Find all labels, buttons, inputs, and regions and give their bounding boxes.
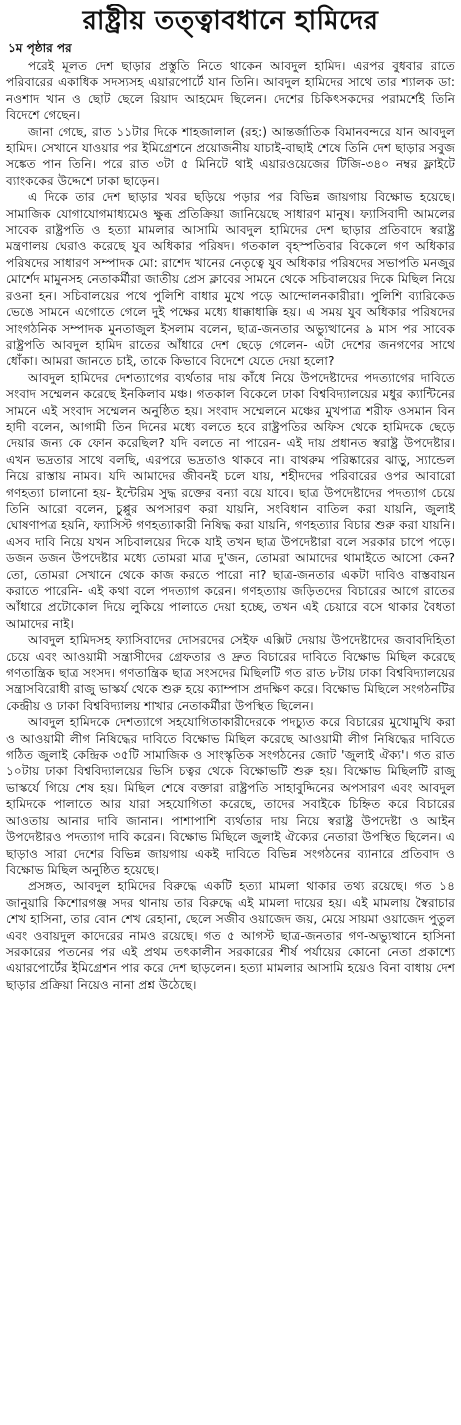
paragraph: আবদুল হামিদকে দেশত্যাগে সহযোগিতাকারীদেরকে পদচ্যুত করে বিচারের মুখোমুখি করা ও আওয়ামী লীগ নিষিদ্ধের দাবিতে বিক্ষোভ মিছিল করেছে আওয়ামী লীগ নিষিদ্ধের দাবিতে গঠিত জুলাই কেন্দ্রিক ৩৫টি সামাজিক ও সাংস্কৃতিক সংগঠনের জোট 'জুলাই ঐক্য'। গত রাত ১০টায় ঢাকা বিশ্ববিদ্যালয়ের ভিসি চত্বর থেকে বিক্ষোভটি শুরু হয়। বিক্ষোভ মিছিলটি রাজু ভাস্কর্যে গিয়ে শেষ হয়। মিছিল শেষে বক্তারা রাষ্ট্রপতি সাহাবুদ্দিনের অপসারণ এবং আবদুল হামিদকে পালাতে আর যারা সহযোগিতা করেছে, তাদের সবাইকে চিহ্নিত করে বিচারের আওতায় আনার দাবি জানান। পাশাপাশি ব্যর্থতার দায় নিয়ে স্বরাষ্ট্র উপদেষ্টা ও আইন উপদেষ্টারও পদত্যাগ দাবি করেন। বিক্ষোভ মিছিলে জুলাই ঐক্যের নেতারা উপস্থিত ছিলেন। এ ছাড়াও সারা দেশের বিভিন্ন জায়গায় একই দাবিতে বিভিন্ন সংগঠনের ব্যানারে প্রতিবাদ ও বিক্ষোভ মিছিল অনুষ্ঠিত হয়েছে। (6, 715, 455, 877)
paragraph: জানা গেছে, রাত ১১টার দিকে শাহজালাল (রহ:) আন্তর্জাতিক বিমানবন্দরে যান আবদুল হামিদ। সেখানে যাওয়ার পর ইমিগ্রেশনে প্রয়োজনীয় যাচাই-বাছাই শেষে তিনি দেশ ছাড়ার সবুজ সঙ্কেত পান তিনি। পরে রাত ৩টা ৫ মিনিটে থাই এয়ারওয়েজের টিজি-৩৪০ নম্বর ফ্লাইটে ব্যাংককের উদ্দেশে ঢাকা ছাড়েন। (6, 124, 455, 188)
article-body (6, 58, 455, 993)
paragraph: আবদুল হামিদের দেশত্যাগের ব্যর্থতার দায় কাঁধে নিয়ে উপদেষ্টাদের পদত্যাগের দাবিতে সংবাদ সম্মেলন করেছে ইনকিলাব মঞ্চ। গতকাল বিকেলে ঢাকা বিশ্ববিদ্যালয়ের মধুর ক্যান্টিনের সামনে এই সংবাদ সম্মেলন অনুষ্ঠিত হয়। সংবাদ সম্মেলনে মঞ্চের মুখপাত্র শরীফ ওসমান বিন হাদী বলেন, আগামী তিন দিনের মধ্যে বলতে হবে রাষ্ট্রপতির অফিস থেকে হামিদকে ছেড়ে দেয়ার জন্য কে ফোন করেছিল? যদি বলতে না পারেন- এই দায় প্রধানত স্বরাষ্ট্র উপদেষ্টার। এখন ভদ্রতার সাথে বলছি, এরপরে ভদ্রতাও থাকবে না। বাথরুম পরিষ্কারের ঝাড়ু, স্যান্ডেল নিয়ে রাস্তায় নামব। যদি আমাদের জীবনই চলে যায়, শহীদদের পরিবারের ওপর আবারো গণহত্যা চালানো হয়- ইন্টেরিম সুদ্ধ রক্তের বন্যা বয়ে যাবে। ছাত্র উপদেষ্টাদের পদত্যাগ চেয়ে তিনি আরো বলেন, চুপ্পুর অপসারণ করা যায়নি, সংবিধান বাতিল করা যায়নি, জুলাই ঘোষণাপত্র হয়নি, ফ্যাসিস্ট গণহত্যাকারী নিষিদ্ধ করা যায়নি, গণহত্যার বিচার শুরু করা যায়নি। এসব দাবি নিয়ে যখন সচিবালয়ের দিকে যাই তখন ছাত্র উপদেষ্টারা বলে সরকার চাপে পড়ে। ডজন ডজন উপদেষ্টার মধ্যে তোমরা মাত্র দু'জন, তোমরা আমাদের থামাইতে আসো কেন? তো, তোমরা সেখানে থেকে কাজ করতে পারো না? ছাত্র-জনতার একটা দাবিও বাস্তবায়ন করাতে পারেনি- এই কথা বলে পদত্যাগ করেন। গণহত্যায় জড়িতদের বিচারের আগে রাতের আঁধারে প্রটোকোল দিয়ে লুকিয়ে পালাতে দেয়া হচ্ছে, তখন এই চেয়ারে বসে থাকার বৈধতা আমাদের নাই। (6, 370, 455, 631)
paragraph: প্রসঙ্গত, আবদুল হামিদের বিরুদ্ধে একটি হত্যা মামলা থাকার তথ্য রয়েছে। গত ১৪ জানুয়ারি কিশোরগঞ্জ সদর থানায় তার বিরুদ্ধে এই মামলা দায়ের হয়। এই মামলায় স্বৈরাচার শেখ হাসিনা, তার বোন শেখ রেহানা, ছেলে সজীব ওয়াজেদ জয়, মেয়ে সায়মা ওয়াজেদ পুতুল এবং ওবায়দুল কাদেরের নামও রয়েছে। গত ৫ আগস্ট ছাত্র-জনতার গণ-অভ্যুত্থানে হাসিনা সরকারের পতনের পর এই প্রথম তৎকালীন সরকারের শীর্ষ পর্যায়ের কোনো নেতা প্রকাশ্যে এয়ারপোর্টের ইমিগ্রেশন পার করে দেশ ছাড়লেন। হত্যা মামলার আসামি হয়েও বিনা বাধায় দেশ ছাড়ার প্রক্রিয়া নিয়েও নানা প্রশ্ন উঠেছে। (6, 879, 455, 992)
continuation-label: ১ম পৃষ্ঠার পর (8, 41, 72, 55)
paragraph: আবদুল হামিদসহ ফ্যাসিবাদের দোসরদের সেইফ এক্সিট দেয়ায় উপদেষ্টাদের জবাবদিহিতা চেয়ে এবং আওয়ামী সন্ত্রাসীদের গ্রেফতার ও দ্রুত বিচারের দাবিতে বিক্ষোভ মিছিল করেছে গণতান্ত্রিক ছাত্র সংসদ। গণতান্ত্রিক ছাত্র সংসদের মিছিলটি গত রাত ৮টায় ঢাকা বিশ্ববিদ্যালয়ের সন্ত্রাসবিরোধী রাজু ভাস্কর্য থেকে শুরু হয়ে ক্যাম্পাস প্রদক্ষিণ করে। বিক্ষোভ মিছিলে সংগঠনটির কেন্দ্রীয় ও ঢাকা বিশ্ববিদ্যালয় শাখার নেতাকর্মীরা উপস্থিত ছিলেন। (6, 633, 455, 713)
paragraph: এ দিকে তার দেশ ছাড়ার খবর ছড়িয়ে পড়ার পর বিভিন্ন জায়গায় বিক্ষোভ হয়েছে। সামাজিক যোগাযোগমাধ্যমেও ক্ষুব্ধ প্রতিক্রিয়া জানিয়েছে সাধারণ মানুষ। ফ্যাসিবাদী আমলের সাবেক রাষ্ট্রপতি ও হত্যা মামলার আসামি আবদুল হামিদের দেশ ছাড়ার প্রতিবাদে স্বরাষ্ট্র মন্ত্রণালয় ঘেরাও করেছে যুব অধিকার পরিষদ। গতকাল বৃহস্পতিবার বিকেলে গণ অধিকার পরিষদের সাধারণ সম্পাদক মো: রাশেদ খানের নেতৃত্বে যুব অধিকার পরিষদের সভাপতি মনজুর মোর্শেদ মামুনসহ নেতাকর্মীরা জাতীয় প্রেস ক্লাবের সামনে থেকে সচিবালয়ের দিকে মিছিল নিয়ে রওনা হন। সচিবালয়ের পথে পুলিশি বাধার মুখে পড়ে আন্দোলনকারীরা। পুলিশি ব্যারিকেড ভেঙে সামনে এগোতে গেলে দুই পক্ষের মধ্যে ধাক্কাধাক্কি হয়। এ সময় যুব অধিকার পরিষদের সাংগঠনিক সম্পাদক মুনতাজুল ইসলাম বলেন, ছাত্র-জনতার অভ্যুত্থানের ৯ মাস পর সাবেক রাষ্ট্রপতি আবদুল হামিদ রাতের আঁধারে দেশ ছেড়ে গেলেন- এটা দেশের জনগণের সাথে ধোঁকা। আমরা জানতে চাই, তাকে কিভাবে বিদেশে যেতে দেয়া হলো? (6, 190, 455, 369)
headline: রাষ্ট্রীয় তত্ত্বাবধানে হামিদের (82, 6, 379, 36)
paragraph: পরেই মূলত দেশ ছাড়ার প্রস্তুতি নিতে থাকেন আবদুল হামিদ। এরপর বুধবার রাতে পরিবারের একাধিক সদস্যসহ এয়ারপোর্টে যান তিনি। আবদুল হামিদের সাথে তার শ্যালক ডা: নওশাদ খান ও ছোট ছেলে রিয়াদ আহমেদ ছিলেন। দেশের চিকিৎসকদের পরামর্শেই তিনি বিদেশে গেছেন। (6, 59, 455, 123)
